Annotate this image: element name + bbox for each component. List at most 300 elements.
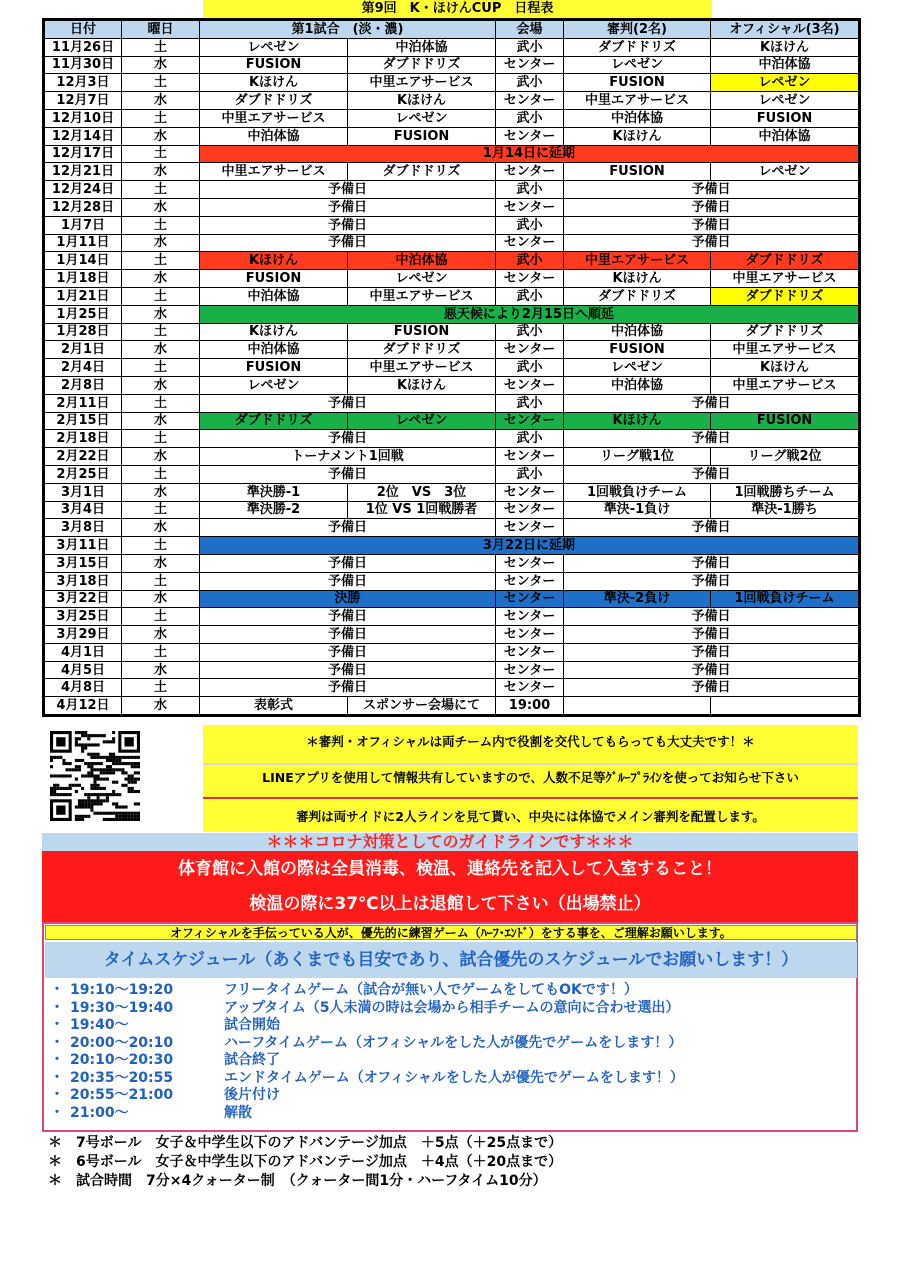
schedule-desc: ハーフタイムゲーム（オフィシャルをした人が優先でゲームをします！） [224, 1034, 683, 1051]
weekday-cell: 土 [122, 430, 200, 448]
header-official: オフィシャル(3名) [711, 20, 860, 39]
weekday-cell: 水 [122, 234, 200, 252]
table-row [44, 554, 860, 572]
official-cell: 中泊体協 [711, 56, 860, 74]
team-light-cell: Kほけん [200, 252, 348, 270]
schedule-time: 20:00～20:10 [70, 1034, 174, 1051]
bullet-icon: ・ [50, 1087, 64, 1103]
team-dark-cell: FUSION [348, 127, 496, 145]
referee-official-cell: 予備日 [564, 519, 860, 537]
venue-cell: センター [496, 448, 564, 466]
venue-cell: 武小 [496, 252, 564, 270]
match-cell: トーナメント1回戦 [200, 448, 496, 466]
table-row [44, 145, 860, 163]
team-dark-cell: 中里エアサービス [348, 287, 496, 305]
weekday-cell: 水 [122, 483, 200, 501]
covid-line-2: 検温の際に37℃以上は退館して下さい（出場禁止） [249, 894, 651, 914]
referee-cell: 中里エアサービス [564, 92, 711, 110]
table-row [44, 216, 860, 234]
table-row [44, 252, 860, 270]
referee-official-cell: 予備日 [564, 465, 860, 483]
venue-cell: 武小 [496, 181, 564, 199]
official-cell: 中里エアサービス [711, 376, 860, 394]
team-light-cell: 準決勝-2 [200, 501, 348, 519]
match-cell: 予備日 [200, 465, 496, 483]
bullet-icon: ・ [50, 1069, 64, 1086]
venue-cell: 武小 [496, 74, 564, 92]
table-row [44, 572, 860, 590]
weekday-cell: 土 [122, 679, 200, 697]
referee-cell: 中泊体協 [564, 323, 711, 341]
schedule-desc: アップタイム（5人未満の時は会場から相手チームの意向に合わせ選出） [224, 999, 680, 1016]
referee-official-cell: 予備日 [564, 608, 860, 626]
weekday-cell: 水 [122, 697, 200, 716]
official-cell: Kほけん [711, 38, 860, 56]
table-row [44, 341, 860, 359]
venue-cell: センター [496, 56, 564, 74]
schedule-item [50, 1035, 850, 1053]
venue-cell: センター [496, 626, 564, 644]
venue-cell: センター [496, 679, 564, 697]
referee-cell: Kほけん [564, 127, 711, 145]
team-light-cell: FUSION [200, 270, 348, 288]
weekday-cell: 土 [122, 643, 200, 661]
weekday-cell: 水 [122, 163, 200, 181]
date-cell: 11月26日 [44, 38, 122, 56]
schedule-item [50, 1070, 850, 1088]
table-row [44, 448, 860, 466]
weekday-cell: 水 [122, 519, 200, 537]
referee-cell: Kほけん [564, 270, 711, 288]
weekday-cell: 土 [122, 74, 200, 92]
match-cell: 予備日 [200, 679, 496, 697]
venue-cell: センター [496, 92, 564, 110]
bullet-icon: ・ [50, 1034, 64, 1051]
weekday-cell: 水 [122, 376, 200, 394]
date-cell: 3月8日 [44, 519, 122, 537]
team-light-cell: レペゼン [200, 376, 348, 394]
team-dark-cell: ダブドドリズ [348, 341, 496, 359]
team-light-cell: 準決勝-1 [200, 483, 348, 501]
schedule-desc: 試合開始 [224, 1017, 280, 1033]
date-cell: 12月7日 [44, 92, 122, 110]
venue-cell: センター [496, 483, 564, 501]
table-row [44, 608, 860, 626]
covid-line-1: 体育館に入館の際は全員消毒、検温、連絡先を記入して入室すること！ [178, 859, 722, 879]
referee-cell: 1回戦負けチーム [564, 483, 711, 501]
weekday-cell: 土 [122, 181, 200, 199]
referee-official-cell: 予備日 [564, 198, 860, 216]
date-cell: 12月17日 [44, 145, 122, 163]
notice-band: 1月14日に延期 [200, 145, 860, 163]
referee-cell: 中泊体協 [564, 376, 711, 394]
covid-banner [42, 851, 858, 922]
team-light-cell: 中泊体協 [200, 287, 348, 305]
team-light-cell: 中泊体協 [200, 341, 348, 359]
venue-cell: センター [496, 127, 564, 145]
date-cell: 1月14日 [44, 252, 122, 270]
team-light-cell: 中里エアサービス [200, 163, 348, 181]
table-row [44, 376, 860, 394]
schedule-desc: 解散 [224, 1104, 252, 1121]
team-dark-cell: 中泊体協 [348, 252, 496, 270]
referee-official-cell: 予備日 [564, 643, 860, 661]
table-row [44, 465, 860, 483]
referee-cell [564, 697, 711, 716]
team-dark-cell: 中泊体協 [348, 38, 496, 56]
venue-cell: センター [496, 341, 564, 359]
match-cell: 予備日 [200, 394, 496, 412]
schedule-time: 20:10～20:30 [70, 1052, 174, 1068]
team-dark-cell: ダブドドリズ [348, 56, 496, 74]
referee-official-cell: 予備日 [564, 661, 860, 679]
table-row [44, 109, 860, 127]
weekday-cell: 水 [122, 198, 200, 216]
referee-official-cell: 予備日 [564, 554, 860, 572]
date-cell: 2月1日 [44, 341, 122, 359]
venue-cell: センター [496, 501, 564, 519]
table-row [44, 270, 860, 288]
weekday-cell: 水 [122, 56, 200, 74]
header-referee: 審判(2名) [564, 20, 711, 39]
team-light-cell: Kほけん [200, 74, 348, 92]
schedule-desc: フリータイムゲーム（試合が無い人でゲームをしてもOKです！） [224, 982, 638, 998]
weekday-cell: 土 [122, 145, 200, 163]
team-dark-cell: 1位 VS 1回戦勝者 [348, 501, 496, 519]
weekday-cell: 土 [122, 109, 200, 127]
date-cell: 2月4日 [44, 359, 122, 377]
table-row [44, 679, 860, 697]
official-cell: Kほけん [711, 359, 860, 377]
table-row [44, 697, 860, 716]
match-cell: 予備日 [200, 643, 496, 661]
team-dark-cell: FUSION [348, 323, 496, 341]
team-dark-cell: レペゼン [348, 109, 496, 127]
official-cell [711, 697, 860, 716]
schedule-body [44, 38, 860, 715]
match-cell: 予備日 [200, 661, 496, 679]
table-row [44, 661, 860, 679]
official-cell: 準決-1勝ち [711, 501, 860, 519]
official-cell: レペゼン [711, 92, 860, 110]
official-cell: FUSION [711, 412, 860, 430]
referee-cell: FUSION [564, 163, 711, 181]
team-dark-cell: レペゼン [348, 270, 496, 288]
referee-cell: 中泊体協 [564, 109, 711, 127]
venue-cell: 武小 [496, 216, 564, 234]
time-schedule-list [50, 982, 850, 1122]
schedule-desc: 後片付け [224, 1087, 280, 1103]
table-row [44, 626, 860, 644]
table-row [44, 323, 860, 341]
match-cell: 予備日 [200, 181, 496, 199]
team-dark-cell: Kほけん [348, 376, 496, 394]
table-row [44, 38, 860, 56]
referee-cell: ダブドドリズ [564, 287, 711, 305]
priority-note: オフィシャルを手伝っている人が、優先的に練習ゲーム（ﾊｰﾌ･ｴﾝﾄﾞ）をする事を、ご理解お願いします。 [45, 925, 857, 940]
referee-cell: 準決-1負け [564, 501, 711, 519]
referee-cell: Kほけん [564, 412, 711, 430]
team-dark-cell: レペゼン [348, 412, 496, 430]
table-header-row [44, 20, 860, 39]
schedule-item [50, 982, 850, 1000]
date-cell: 3月25日 [44, 608, 122, 626]
referee-official-cell: 予備日 [564, 394, 860, 412]
official-cell: ダブドドリズ [711, 252, 860, 270]
referee-cell: レペゼン [564, 359, 711, 377]
date-cell: 1月21日 [44, 287, 122, 305]
schedule-time: 19:10～19:20 [70, 982, 174, 998]
date-cell: 2月15日 [44, 412, 122, 430]
schedule-item [50, 1087, 850, 1105]
venue-cell: センター [496, 270, 564, 288]
table-row [44, 430, 860, 448]
schedule-item [50, 1017, 850, 1035]
weekday-cell: 水 [122, 92, 200, 110]
weekday-cell: 水 [122, 341, 200, 359]
venue-cell: センター [496, 643, 564, 661]
weekday-cell: 土 [122, 608, 200, 626]
venue-cell: センター [496, 590, 564, 608]
referee-cell: FUSION [564, 341, 711, 359]
table-row [44, 483, 860, 501]
date-cell: 12月24日 [44, 181, 122, 199]
official-cell: 中里エアサービス [711, 341, 860, 359]
team-light-cell: 中泊体協 [200, 127, 348, 145]
note-line-app: LINEアプリを使用して情報共有していますので、人数不足等ｸﾞﾙｰﾌﾟﾗｲﾝを使ってお知らせ下さい [203, 763, 858, 799]
table-row [44, 643, 860, 661]
footnote-3: ＊ 試合時間 7分×4クォーター制 （クォーター間1分・ハーフタイム10分） [48, 1173, 547, 1189]
team-dark-cell: Kほけん [348, 92, 496, 110]
team-light-cell: FUSION [200, 56, 348, 74]
table-row [44, 181, 860, 199]
team-light-cell: ダブドドリズ [200, 92, 348, 110]
weekday-cell: 水 [122, 626, 200, 644]
date-cell: 11月30日 [44, 56, 122, 74]
schedule-item [50, 1000, 850, 1018]
notice-band: 3月22日に延期 [200, 537, 860, 555]
date-cell: 4月5日 [44, 661, 122, 679]
table-row [44, 163, 860, 181]
weekday-cell: 土 [122, 572, 200, 590]
team-light-cell: FUSION [200, 359, 348, 377]
referee-official-cell: 予備日 [564, 216, 860, 234]
table-row [44, 287, 860, 305]
venue-cell: 武小 [496, 109, 564, 127]
header-match: 第1試合 (淡・濃) [200, 20, 496, 39]
referee-official-cell: 予備日 [564, 679, 860, 697]
table-row [44, 412, 860, 430]
date-cell: 3月1日 [44, 483, 122, 501]
table-row [44, 590, 860, 608]
schedule-time: 19:40～ [70, 1017, 129, 1033]
referee-official-cell: 予備日 [564, 430, 860, 448]
referee-cell: ダブドドリズ [564, 38, 711, 56]
official-cell: FUSION [711, 109, 860, 127]
weekday-cell: 土 [122, 287, 200, 305]
venue-cell: 19:00 [496, 697, 564, 716]
official-cell: 中里エアサービス [711, 270, 860, 288]
qr-code [50, 731, 140, 821]
match-cell: 予備日 [200, 608, 496, 626]
venue-cell: センター [496, 519, 564, 537]
venue-cell: センター [496, 163, 564, 181]
table-row [44, 537, 860, 555]
venue-cell: 武小 [496, 465, 564, 483]
official-cell: 中泊体協 [711, 127, 860, 145]
venue-cell: センター [496, 376, 564, 394]
weekday-cell: 水 [122, 448, 200, 466]
team-dark-cell: スポンサー会場にて [348, 697, 496, 716]
venue-cell: センター [496, 198, 564, 216]
table-row [44, 234, 860, 252]
table-row [44, 501, 860, 519]
match-cell: 予備日 [200, 519, 496, 537]
note-referee: 審判は両サイドに2人ラインを見て貰い、中央には体協でメイン審判を配置します。 [203, 797, 858, 832]
schedule-time: 19:30～19:40 [70, 999, 174, 1016]
date-cell: 3月18日 [44, 572, 122, 590]
team-light-cell: Kほけん [200, 323, 348, 341]
date-cell: 3月11日 [44, 537, 122, 555]
official-cell: レペゼン [711, 163, 860, 181]
date-cell: 12月14日 [44, 127, 122, 145]
official-cell: リーグ戦2位 [711, 448, 860, 466]
referee-cell: 中里エアサービス [564, 252, 711, 270]
venue-cell: センター [496, 234, 564, 252]
date-cell: 4月8日 [44, 679, 122, 697]
match-cell: 予備日 [200, 626, 496, 644]
match-cell: 予備日 [200, 198, 496, 216]
weekday-cell: 土 [122, 394, 200, 412]
time-schedule-heading: タイムスケジュール（あくまでも目安であり、試合優先のスケジュールでお願いします！） [45, 942, 857, 978]
team-light-cell: 表彰式 [200, 697, 348, 716]
weekday-cell: 土 [122, 465, 200, 483]
date-cell: 2月25日 [44, 465, 122, 483]
footnote-1: ＊ 7号ボール 女子＆中学生以下のアドバンテージ加点 ＋5点（＋25点まで） [48, 1135, 563, 1151]
schedule-table [42, 18, 861, 717]
referee-official-cell: 予備日 [564, 234, 860, 252]
weekday-cell: 水 [122, 590, 200, 608]
date-cell: 3月29日 [44, 626, 122, 644]
venue-cell: センター [496, 554, 564, 572]
venue-cell: 武小 [496, 430, 564, 448]
notice-band: 悪天候により2月15日へ順延 [200, 305, 860, 323]
weekday-cell: 水 [122, 412, 200, 430]
table-row [44, 359, 860, 377]
team-dark-cell: 2位 VS 3位 [348, 483, 496, 501]
team-dark-cell: ダブドドリズ [348, 163, 496, 181]
venue-cell: 武小 [496, 287, 564, 305]
date-cell: 2月22日 [44, 448, 122, 466]
header-weekday: 曜日 [122, 20, 200, 39]
schedule-time: 21:00～ [70, 1104, 129, 1121]
referee-cell: レペゼン [564, 56, 711, 74]
weekday-cell: 土 [122, 537, 200, 555]
date-cell: 1月7日 [44, 216, 122, 234]
schedule-item [50, 1052, 850, 1070]
date-cell: 1月11日 [44, 234, 122, 252]
match-cell: 予備日 [200, 572, 496, 590]
weekday-cell: 水 [122, 554, 200, 572]
referee-cell: FUSION [564, 74, 711, 92]
weekday-cell: 水 [122, 305, 200, 323]
table-row [44, 198, 860, 216]
match-cell: 予備日 [200, 216, 496, 234]
referee-cell: 準決-2負け [564, 590, 711, 608]
footnote-2: ＊ 6号ボール 女子＆中学生以下のアドバンテージ加点 ＋4点（＋20点まで） [48, 1154, 563, 1170]
official-cell: ダブドドリズ [711, 287, 860, 305]
official-cell: ダブドドリズ [711, 323, 860, 341]
date-cell: 4月1日 [44, 643, 122, 661]
table-row [44, 56, 860, 74]
date-cell: 12月28日 [44, 198, 122, 216]
weekday-cell: 土 [122, 359, 200, 377]
covid-title: ＊＊＊コロナ対策としてのガイドラインです＊＊＊ [42, 833, 858, 851]
bullet-icon: ・ [50, 1104, 64, 1121]
team-light-cell: レペゼン [200, 38, 348, 56]
weekday-cell: 水 [122, 270, 200, 288]
weekday-cell: 土 [122, 323, 200, 341]
weekday-cell: 土 [122, 216, 200, 234]
bullet-icon: ・ [50, 982, 64, 998]
date-cell: 1月28日 [44, 323, 122, 341]
weekday-cell: 水 [122, 661, 200, 679]
schedule-time: 20:35～20:55 [70, 1069, 174, 1086]
referee-cell: リーグ戦1位 [564, 448, 711, 466]
weekday-cell: 土 [122, 252, 200, 270]
venue-cell: 武小 [496, 38, 564, 56]
date-cell: 2月18日 [44, 430, 122, 448]
note-roles: ＊審判・オフィシャルは両チーム内で役割を交代してもらっても大丈夫です！＊ [203, 725, 858, 763]
table-row [44, 127, 860, 145]
official-cell: 1回戦勝ちチーム [711, 483, 860, 501]
match-cell: 決勝 [200, 590, 496, 608]
referee-official-cell: 予備日 [564, 626, 860, 644]
header-venue: 会場 [496, 20, 564, 39]
date-cell: 3月22日 [44, 590, 122, 608]
weekday-cell: 土 [122, 38, 200, 56]
date-cell: 3月15日 [44, 554, 122, 572]
footnotes [48, 1134, 868, 1191]
schedule-item [50, 1105, 850, 1123]
table-row [44, 519, 860, 537]
schedule-desc: エンドタイムゲーム（オフィシャルをした人が優先でゲームをします！） [224, 1069, 684, 1086]
table-row [44, 74, 860, 92]
team-dark-cell: 中里エアサービス [348, 359, 496, 377]
match-cell: 予備日 [200, 430, 496, 448]
bullet-icon: ・ [50, 1052, 64, 1068]
date-cell: 1月18日 [44, 270, 122, 288]
table-row [44, 92, 860, 110]
page-title: 第9回 K・ほけんCUP 日程表 [203, 0, 712, 18]
date-cell: 2月11日 [44, 394, 122, 412]
match-cell: 予備日 [200, 234, 496, 252]
venue-cell: 武小 [496, 323, 564, 341]
venue-cell: 武小 [496, 359, 564, 377]
venue-cell: センター [496, 412, 564, 430]
date-cell: 12月3日 [44, 74, 122, 92]
match-cell: 予備日 [200, 554, 496, 572]
team-light-cell: ダブドドリズ [200, 412, 348, 430]
table-row [44, 394, 860, 412]
date-cell: 1月25日 [44, 305, 122, 323]
date-cell: 4月12日 [44, 697, 122, 716]
team-light-cell: 中里エアサービス [200, 109, 348, 127]
venue-cell: 武小 [496, 394, 564, 412]
date-cell: 2月8日 [44, 376, 122, 394]
date-cell: 12月10日 [44, 109, 122, 127]
weekday-cell: 水 [122, 127, 200, 145]
